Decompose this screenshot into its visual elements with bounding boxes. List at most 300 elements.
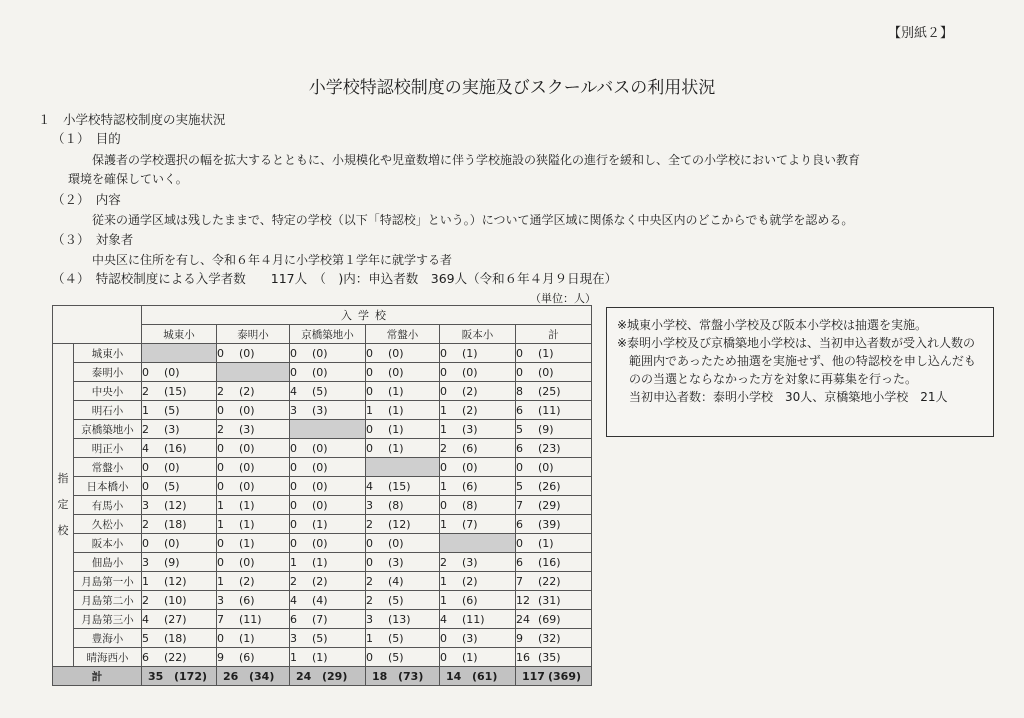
shaded-cell [366, 458, 440, 477]
applicant-count: (0) [239, 441, 255, 455]
enrolled-count: 2 [142, 384, 149, 398]
shaded-cell [440, 534, 516, 553]
data-cell [142, 477, 217, 496]
total-enrolled: 18 [372, 669, 388, 683]
total-enrolled: 35 [148, 669, 164, 683]
enrolled-count: 0 [142, 536, 149, 550]
table-row [53, 648, 592, 667]
applicant-count: (2) [239, 574, 255, 588]
enrolled-count: 1 [142, 403, 149, 417]
enrolled-count: 1 [440, 517, 447, 531]
table-corner [53, 306, 142, 344]
data-cell [290, 553, 366, 572]
data-cell [516, 363, 592, 382]
data-cell [217, 458, 290, 477]
applicant-count: (27) [164, 612, 187, 626]
applicant-count: (0) [239, 555, 255, 569]
data-cell [516, 458, 592, 477]
total-cell [142, 667, 217, 686]
data-cell [217, 420, 290, 439]
enrolled-count: 8 [516, 384, 523, 398]
applicant-count: (18) [164, 517, 187, 531]
data-cell [142, 610, 217, 629]
enrolled-count: 3 [290, 631, 297, 645]
enrolled-count: 0 [516, 460, 523, 474]
data-cell [290, 363, 366, 382]
row-label: 有馬小 [74, 496, 142, 515]
applicant-count: (1) [388, 403, 404, 417]
applicant-count: (1) [538, 346, 554, 360]
section-heading: １ 小学校特認校制度の実施状況 [38, 112, 226, 127]
table-row [53, 382, 592, 401]
data-cell [440, 572, 516, 591]
data-cell [516, 515, 592, 534]
enrolled-count: 1 [217, 574, 224, 588]
enrolled-count: 2 [440, 555, 447, 569]
data-cell [440, 629, 516, 648]
data-cell [516, 477, 592, 496]
data-cell [290, 534, 366, 553]
enrolled-count: 0 [217, 555, 224, 569]
applicant-count: (2) [462, 403, 478, 417]
enrolled-count: 3 [142, 498, 149, 512]
total-row [53, 667, 592, 686]
enrolled-count: 2 [217, 384, 224, 398]
row-label: 月島第一小 [74, 572, 142, 591]
data-cell [366, 553, 440, 572]
data-cell [290, 629, 366, 648]
enrolled-count: 0 [366, 536, 373, 550]
applicant-count: (0) [388, 365, 404, 379]
applicant-count: (2) [462, 574, 478, 588]
data-cell [217, 477, 290, 496]
row-label: 泰明小 [74, 363, 142, 382]
enrolled-count: 3 [142, 555, 149, 569]
applicant-count: (7) [312, 612, 328, 626]
data-cell [290, 496, 366, 515]
data-cell [440, 553, 516, 572]
enrolled-count: 1 [366, 403, 373, 417]
applicant-count: (1) [239, 498, 255, 512]
side-header-char: 指 [57, 472, 69, 485]
applicant-count: (5) [164, 403, 180, 417]
data-cell [217, 515, 290, 534]
data-cell [516, 629, 592, 648]
enrolled-count: 4 [290, 593, 297, 607]
row-label: 明石小 [74, 401, 142, 420]
total-applicants: (29) [322, 669, 348, 683]
data-cell [516, 648, 592, 667]
data-cell [366, 420, 440, 439]
enrolled-count: 0 [290, 479, 297, 493]
applicant-count: (2) [462, 384, 478, 398]
data-cell [516, 439, 592, 458]
enrolled-count: 1 [217, 498, 224, 512]
col-header: 常盤小 [366, 325, 440, 344]
data-cell [366, 591, 440, 610]
applicant-count: (0) [239, 346, 255, 360]
row-label: 日本橋小 [74, 477, 142, 496]
applicant-count: (1) [388, 384, 404, 398]
enrolled-count: 1 [290, 555, 297, 569]
enrolled-count: 0 [290, 346, 297, 360]
total-enrolled: 117 [522, 669, 545, 683]
data-cell [516, 420, 592, 439]
applicant-count: (0) [164, 460, 180, 474]
enrolled-count: 1 [440, 422, 447, 436]
page-title: 小学校特認校制度の実施及びスクールバスの利用状況 [308, 78, 716, 98]
data-cell [366, 496, 440, 515]
enrolled-count: 1 [366, 631, 373, 645]
applicant-count: (8) [462, 498, 478, 512]
applicant-count: (16) [164, 441, 187, 455]
data-cell [142, 515, 217, 534]
row-label: 中央小 [74, 382, 142, 401]
enrolled-count: 0 [366, 555, 373, 569]
data-cell [516, 610, 592, 629]
data-cell [142, 363, 217, 382]
row-label: 城東小 [74, 344, 142, 363]
applicant-count: (0) [312, 498, 328, 512]
data-cell [366, 610, 440, 629]
content-text: 従来の通学区域は残したままで、特定の学校（以下「特認校」という。）について通学区域に関係なく中央区内のどこからでも就学を認める。 [92, 213, 854, 227]
enrolled-count: 0 [217, 441, 224, 455]
applicant-count: (23) [538, 441, 561, 455]
applicant-count: (0) [538, 460, 554, 474]
enrolled-count: 6 [516, 403, 523, 417]
table-row [53, 401, 592, 420]
enrolled-count: 0 [440, 384, 447, 398]
applicant-count: (1) [239, 517, 255, 531]
applicant-count: (3) [462, 631, 478, 645]
applicant-count: (1) [312, 555, 328, 569]
enrolled-count: 2 [366, 517, 373, 531]
data-cell [290, 477, 366, 496]
enrolled-count: 1 [440, 403, 447, 417]
enrolled-count: 0 [142, 365, 149, 379]
enrolled-count: 1 [440, 593, 447, 607]
data-cell [440, 382, 516, 401]
side-header-char: 校 [57, 524, 69, 537]
enrolled-count: 6 [516, 517, 523, 531]
data-cell [440, 439, 516, 458]
data-cell [516, 572, 592, 591]
enrolled-count: 12 [516, 593, 530, 607]
data-cell [142, 648, 217, 667]
row-label: 佃島小 [74, 553, 142, 572]
col-header: 泰明小 [217, 325, 290, 344]
applicant-count: (0) [239, 403, 255, 417]
applicant-count: (3) [462, 422, 478, 436]
data-cell [440, 458, 516, 477]
data-cell [290, 344, 366, 363]
data-cell [516, 496, 592, 515]
total-enrolled: 26 [223, 669, 239, 683]
table-row [53, 610, 592, 629]
applicant-count: (26) [538, 479, 561, 493]
data-cell [366, 629, 440, 648]
row-label: 月島第二小 [74, 591, 142, 610]
enrolled-count: 2 [366, 574, 373, 588]
applicant-count: (6) [462, 593, 478, 607]
enrolled-count: 4 [142, 612, 149, 626]
applicant-count: (3) [164, 422, 180, 436]
applicant-count: (0) [312, 346, 328, 360]
applicant-count: (35) [538, 650, 561, 664]
total-cell [217, 667, 290, 686]
table-row [53, 534, 592, 553]
applicant-count: (0) [312, 460, 328, 474]
enrolled-count: 0 [142, 460, 149, 474]
row-label: 豊海小 [74, 629, 142, 648]
applicant-count: (11) [462, 612, 485, 626]
data-cell [217, 401, 290, 420]
applicant-count: (1) [462, 346, 478, 360]
enrolled-count: 0 [440, 650, 447, 664]
applicant-count: (16) [538, 555, 561, 569]
total-applicants: (73) [398, 669, 424, 683]
total-cell [366, 667, 440, 686]
col-header: 城東小 [142, 325, 217, 344]
enrolled-count: 0 [290, 536, 297, 550]
total-applicants: (34) [249, 669, 275, 683]
enrolled-count: 3 [290, 403, 297, 417]
data-cell [217, 382, 290, 401]
applicant-count: (39) [538, 517, 561, 531]
enrolled-count: 16 [516, 650, 530, 664]
applicant-count: (12) [164, 574, 187, 588]
table-row [53, 591, 592, 610]
data-cell [217, 553, 290, 572]
enrolled-count: 0 [290, 517, 297, 531]
applicant-count: (5) [164, 479, 180, 493]
enrolled-count: 3 [366, 498, 373, 512]
total-applicants: (369) [548, 669, 582, 683]
total-applicants: (61) [472, 669, 498, 683]
table-row [53, 477, 592, 496]
row-label: 常盤小 [74, 458, 142, 477]
data-cell [142, 629, 217, 648]
applicant-count: (1) [239, 631, 255, 645]
applicant-count: (1) [239, 536, 255, 550]
applicant-count: (69) [538, 612, 561, 626]
total-label: 計 [53, 667, 142, 686]
side-header [53, 344, 74, 667]
side-header-char: 定 [57, 498, 69, 511]
enrolled-count: 0 [290, 460, 297, 474]
total-enrolled: 24 [296, 669, 312, 683]
enrolled-count: 7 [217, 612, 224, 626]
enrolled-count: 0 [516, 365, 523, 379]
target-heading: （３） 対象者 [52, 232, 134, 247]
data-cell [142, 382, 217, 401]
applicant-count: (0) [462, 365, 478, 379]
applicant-count: (22) [538, 574, 561, 588]
enrolled-count: 9 [217, 650, 224, 664]
enrolled-count: 5 [516, 479, 523, 493]
data-cell [440, 515, 516, 534]
table-row [53, 553, 592, 572]
note-initial-applicants: 当初申込者数：泰明小学校 30人、京橋築地小学校 21人 [629, 390, 948, 404]
applicant-count: (15) [164, 384, 187, 398]
data-cell [516, 401, 592, 420]
data-cell [440, 648, 516, 667]
applicant-count: (5) [388, 593, 404, 607]
enrolled-count: 1 [142, 574, 149, 588]
data-cell [440, 401, 516, 420]
total-cell [290, 667, 366, 686]
enrolled-count: 0 [516, 346, 523, 360]
applicant-count: (1) [538, 536, 554, 550]
total-cell [516, 667, 592, 686]
enrolled-count: 2 [440, 441, 447, 455]
table-row [53, 439, 592, 458]
data-cell [290, 591, 366, 610]
data-cell [366, 439, 440, 458]
applicant-count: (12) [164, 498, 187, 512]
applicant-count: (6) [462, 441, 478, 455]
shaded-cell [217, 363, 290, 382]
applicant-count: (0) [538, 365, 554, 379]
table-row [53, 515, 592, 534]
notes-box [606, 307, 994, 437]
shaded-cell [142, 344, 217, 363]
col-header: 京橋築地小 [290, 325, 366, 344]
data-cell [366, 344, 440, 363]
data-cell [366, 648, 440, 667]
enrolled-count: 6 [142, 650, 149, 664]
applicant-count: (1) [462, 650, 478, 664]
enrolled-count: 0 [366, 422, 373, 436]
enrolled-count: 0 [217, 631, 224, 645]
enrolled-count: 3 [217, 593, 224, 607]
enrolled-count: 4 [142, 441, 149, 455]
data-cell [366, 477, 440, 496]
col-header: 阪本小 [440, 325, 516, 344]
group-header: 入学校 [142, 306, 592, 325]
enrolled-count: 0 [217, 403, 224, 417]
applicant-count: (9) [164, 555, 180, 569]
admissions-heading: （４） 特認校制度による入学者数 117人 （ )内：申込者数 369人（令和６年４月９日現在） [52, 271, 618, 286]
applicant-count: (0) [312, 441, 328, 455]
applicant-count: (15) [388, 479, 411, 493]
enrolled-count: 1 [290, 650, 297, 664]
applicant-count: (6) [239, 593, 255, 607]
data-cell [142, 401, 217, 420]
applicant-count: (3) [462, 555, 478, 569]
enrolled-count: 6 [516, 441, 523, 455]
data-cell [440, 496, 516, 515]
table-row [53, 496, 592, 515]
enrolled-count: 2 [217, 422, 224, 436]
applicant-count: (2) [312, 574, 328, 588]
data-cell [142, 572, 217, 591]
table-row [53, 629, 592, 648]
data-cell [516, 553, 592, 572]
applicant-count: (0) [164, 536, 180, 550]
enrolled-count: 1 [440, 479, 447, 493]
row-label: 晴海西小 [74, 648, 142, 667]
data-cell [142, 534, 217, 553]
data-cell [290, 439, 366, 458]
enrolled-count: 0 [290, 441, 297, 455]
enrolled-count: 0 [440, 631, 447, 645]
applicant-count: (1) [312, 650, 328, 664]
data-cell [217, 610, 290, 629]
data-cell [516, 382, 592, 401]
data-cell [142, 553, 217, 572]
data-cell [516, 534, 592, 553]
enrolled-count: 0 [366, 650, 373, 664]
data-cell [142, 458, 217, 477]
applicant-count: (12) [388, 517, 411, 531]
applicant-count: (0) [239, 460, 255, 474]
applicant-count: (5) [312, 631, 328, 645]
enrolled-count: 9 [516, 631, 523, 645]
total-cell [440, 667, 516, 686]
applicant-count: (0) [388, 536, 404, 550]
enrolled-count: 0 [440, 346, 447, 360]
applicant-count: (5) [312, 384, 328, 398]
data-cell [290, 382, 366, 401]
shaded-cell [290, 420, 366, 439]
applicant-count: (6) [239, 650, 255, 664]
applicant-count: (5) [388, 650, 404, 664]
enrolled-count: 4 [440, 612, 447, 626]
enrolled-count: 6 [290, 612, 297, 626]
applicant-count: (2) [239, 384, 255, 398]
table-row [53, 420, 592, 439]
data-cell [440, 363, 516, 382]
enrolled-count: 4 [290, 384, 297, 398]
admissions-table [52, 305, 592, 686]
enrolled-count: 5 [142, 631, 149, 645]
data-cell [366, 572, 440, 591]
data-cell [217, 496, 290, 515]
purpose-text-cont: 環境を確保していく。 [68, 172, 188, 186]
table-row [53, 363, 592, 382]
data-cell [290, 458, 366, 477]
enrolled-count: 0 [290, 498, 297, 512]
applicant-count: (3) [388, 555, 404, 569]
enrolled-count: 0 [217, 346, 224, 360]
data-cell [217, 439, 290, 458]
data-cell [366, 363, 440, 382]
enrolled-count: 7 [516, 574, 523, 588]
data-cell [440, 420, 516, 439]
row-label: 月島第三小 [74, 610, 142, 629]
enrolled-count: 2 [142, 422, 149, 436]
enrolled-count: 2 [366, 593, 373, 607]
applicant-count: (11) [538, 403, 561, 417]
row-label: 京橋築地小 [74, 420, 142, 439]
applicant-count: (32) [538, 631, 561, 645]
enrolled-count: 0 [440, 498, 447, 512]
applicant-count: (0) [312, 536, 328, 550]
applicant-count: (22) [164, 650, 187, 664]
applicant-count: (0) [462, 460, 478, 474]
applicant-count: (3) [239, 422, 255, 436]
enrolled-count: 2 [290, 574, 297, 588]
data-cell [440, 610, 516, 629]
enrolled-count: 0 [366, 441, 373, 455]
applicant-count: (31) [538, 593, 561, 607]
data-cell [217, 344, 290, 363]
applicant-count: (18) [164, 631, 187, 645]
note-reapplication: ※泰明小学校及び京橋築地小学校は、当初申込者数が受入れ人数の範囲内であったため抽選を実施せず、他の特認校を申し込んだものの当選とならなかった方を対象に再募集を行った。 [617, 336, 976, 386]
applicant-count: (0) [312, 365, 328, 379]
applicant-count: (13) [388, 612, 411, 626]
